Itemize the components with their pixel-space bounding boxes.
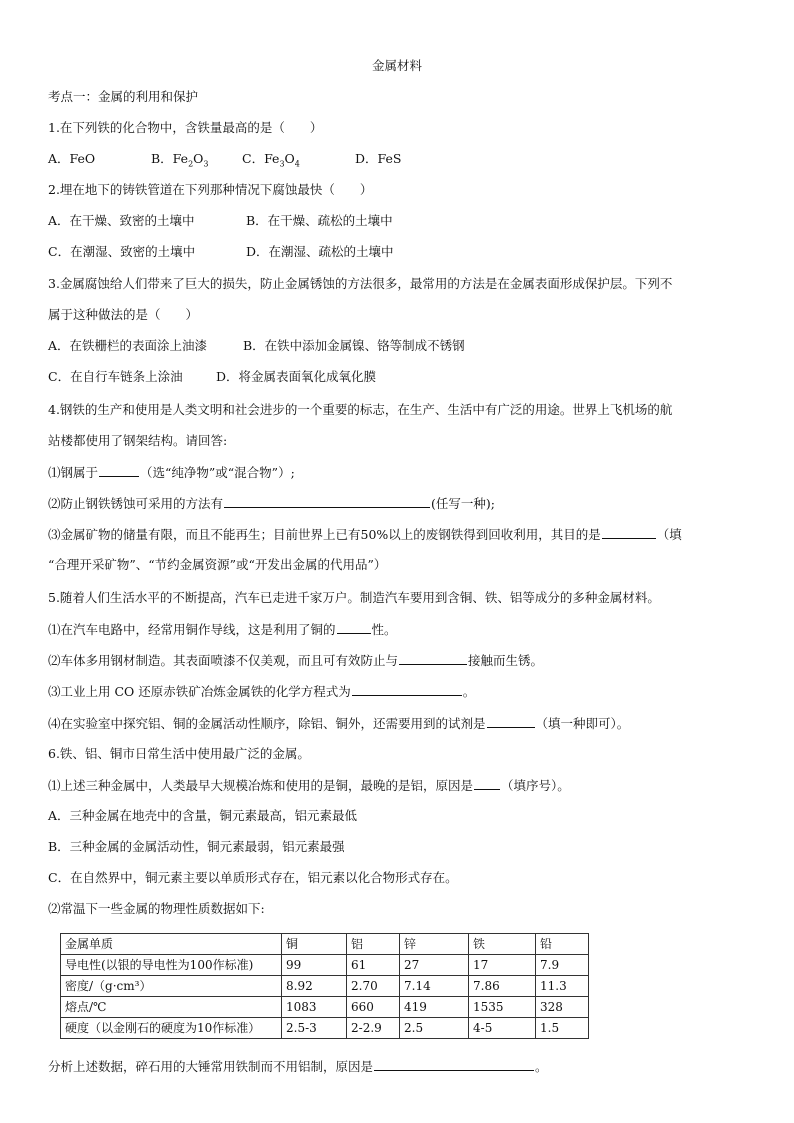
table-cell: 导电性(以银的导电性为100作标准): [61, 955, 282, 976]
answer-blank[interactable]: [99, 464, 139, 477]
table-header-cell: 铜: [282, 934, 347, 955]
q3-option-d: D．将金属表面氧化成氧化膜: [216, 369, 377, 384]
q5-stem: 5.随着人们生活水平的不断提高，汽车已走进千家万户。制造汽车要用到含铜、铁、铝等成分的多种金属材料。: [48, 590, 660, 605]
q2-option-a: A．在干燥、致密的土壤中: [48, 213, 195, 228]
table-cell: 8.92: [282, 976, 347, 997]
q2-option-d: D．在潮湿、疏松的土壤中: [246, 244, 394, 259]
table-header-cell: 铁: [469, 934, 536, 955]
q2-option-c: C．在潮湿、致密的土壤中: [48, 244, 196, 259]
answer-blank[interactable]: [337, 621, 371, 634]
q6-option-c: C．在自然界中，铜元素主要以单质形式存在，铝元素以化合物形式存在。: [48, 870, 458, 885]
q5-part2: ⑵车体多用钢材制造。其表面喷漆不仅美观，而且可有效防止与 接触而生锈。: [48, 653, 544, 668]
q6-stem: 6.铁、铝、铜市日常生活中使用最广泛的金属。: [48, 746, 310, 761]
table-header-cell: 铝: [347, 934, 400, 955]
section-heading: 考点一：金属的利用和保护: [48, 89, 199, 104]
q4-stem-line2: 站楼都使用了钢架结构。请回答:: [48, 433, 228, 448]
q1-stem: 1.在下列铁的化合物中，含铁量最高的是（ ）: [48, 120, 323, 135]
q6-analysis: 分析上述数据，碎石用的大锤常用铁制而不用铝制，原因是 。: [48, 1059, 548, 1074]
q3-stem-line1: 3.金属腐蚀给人们带来了巨大的损失，防止金属锈蚀的方法很多，最常用的方法是在金属表面形成保护层。下列不: [48, 276, 673, 291]
answer-blank[interactable]: [352, 683, 462, 696]
q3-options-cd: [48, 369, 376, 385]
table-cell: 1.5: [536, 1018, 589, 1039]
answer-blank[interactable]: [487, 715, 535, 728]
q5-part1: ⑴在汽车电路中，经常用铜作导线，这是利用了铜的 性。: [48, 622, 397, 637]
table-cell: 11.3: [536, 976, 589, 997]
q1-options: [48, 151, 401, 167]
q4-stem-line1: 4.钢铁的生产和使用是人类文明和社会进步的一个重要的标志，在生产、生活中有广泛的用途。世界上飞机场的航: [48, 402, 673, 417]
q2-option-b: B．在干燥、疏松的土壤中: [246, 213, 393, 228]
table-cell: 熔点/℃: [61, 997, 282, 1018]
table-cell: 1083: [282, 997, 347, 1018]
table-cell: 2.70: [347, 976, 400, 997]
table-cell: 660: [347, 997, 400, 1018]
answer-blank[interactable]: [602, 526, 656, 539]
q1-option-d: D．FeS: [355, 151, 402, 166]
q3-option-b: B．在铁中添加金属镍、铬等制成不锈钢: [243, 338, 465, 353]
table-header-cell: 铅: [536, 934, 589, 955]
q6-part1: ⑴上述三种金属中，人类最早大规模冶炼和使用的是铜，最晚的是铝，原因是 （填序号）。: [48, 778, 570, 793]
q1-option-b: B．$Fe_2O_3$: [151, 151, 209, 169]
answer-blank[interactable]: [224, 495, 430, 508]
table-cell: 密度/（g·cm³）: [61, 976, 282, 997]
table-row: [61, 955, 589, 976]
q3-stem-line2: 属于这种做法的是（ ）: [48, 307, 199, 322]
q2-options-cd: [48, 244, 394, 260]
q5-part4: ⑷在实验室中探究铝、铜的金属活动性顺序，除铝、铜外，还需要用到的试剂是 （填一种即可）。: [48, 716, 630, 731]
table-header-cell: 金属单质: [61, 934, 282, 955]
table-cell: 1535: [469, 997, 536, 1018]
q4-part3: ⑶金属矿物的储量有限，而且不能再生；目前世界上已有50%以上的废钢铁得到回收利用，其目的是 （填: [48, 527, 682, 542]
q6-option-a: A．三种金属在地壳中的含量，铜元素最高，铝元素最低: [48, 808, 358, 823]
q2-options-ab: [48, 213, 393, 229]
table-header-row: [61, 934, 589, 955]
q6-part2: ⑵常温下一些金属的物理性质数据如下:: [48, 901, 265, 916]
page-title: 金属材料: [371, 58, 422, 73]
table-cell: 2.5: [400, 1018, 469, 1039]
answer-blank[interactable]: [474, 777, 500, 790]
table-cell: 328: [536, 997, 589, 1018]
table-cell: 2-2.9: [347, 1018, 400, 1039]
answer-blank[interactable]: [374, 1058, 534, 1071]
table-cell: 4-5: [469, 1018, 536, 1039]
q3-options-ab: [48, 338, 465, 354]
q4-part2: ⑵防止钢铁锈蚀可采用的方法有 (任写一种);: [48, 496, 495, 511]
table-cell: 7.86: [469, 976, 536, 997]
metal-properties-table: [60, 933, 589, 1039]
table-row: [61, 976, 589, 997]
table-cell: 99: [282, 955, 347, 976]
table-cell: 7.14: [400, 976, 469, 997]
q4-part3-cont: “合理开采矿物”、“节约金属资源”或“开发出金属的代用品”）: [48, 557, 387, 572]
table-cell: 27: [400, 955, 469, 976]
table-header-cell: 锌: [400, 934, 469, 955]
q1-option-c: C．$Fe_3O_4$: [242, 151, 300, 169]
q6-option-b: B．三种金属的金属活动性，铜元素最弱，铝元素最强: [48, 839, 345, 854]
q3-option-a: A．在铁栅栏的表面涂上油漆: [48, 338, 208, 353]
table-cell: 61: [347, 955, 400, 976]
table-cell: 7.9: [536, 955, 589, 976]
q4-part1: ⑴钢属于 （选“纯净物”或“混合物”）;: [48, 465, 295, 480]
q3-option-c: C．在自行车链条上涂油: [48, 369, 183, 384]
table-row: [61, 997, 589, 1018]
table-cell: 419: [400, 997, 469, 1018]
table-row: [61, 1018, 589, 1039]
q5-part3: ⑶工业上用 CO 还原赤铁矿冶炼金属铁的化学方程式为 。: [48, 684, 476, 699]
answer-blank[interactable]: [399, 652, 467, 665]
q1-option-a: A．FeO: [48, 151, 96, 166]
table-cell: 硬度（以金刚石的硬度为10作标准）: [61, 1018, 282, 1039]
table-cell: 2.5-3: [282, 1018, 347, 1039]
table-cell: 17: [469, 955, 536, 976]
q2-stem: 2.埋在地下的铸铁管道在下列那种情况下腐蚀最快（ ）: [48, 182, 373, 197]
